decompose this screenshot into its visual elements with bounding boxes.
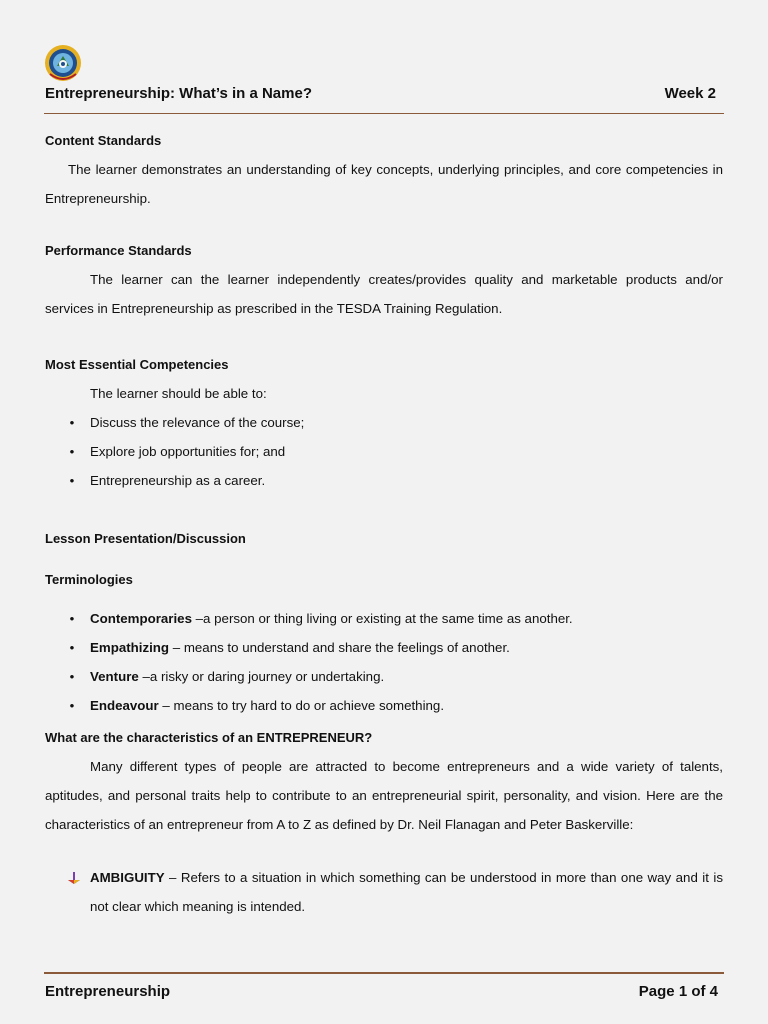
list-item	[45, 633, 723, 662]
term-definition: – Refers to a situation in which something can be understood in more than one way and it is not clear which meaning is intended.	[90, 870, 723, 915]
list-item	[45, 662, 723, 691]
terminologies-heading: Terminologies	[45, 571, 133, 587]
bullet-dot-icon: •	[69, 473, 75, 489]
school-seal-logo	[44, 44, 82, 82]
bullet-dot-icon: •	[69, 698, 75, 714]
page-number: Page 1 of 4	[638, 982, 718, 1000]
list-item	[45, 691, 723, 720]
bullet-dot-icon: •	[69, 639, 75, 655]
lesson-heading: Lesson Presentation/Discussion	[45, 530, 246, 546]
page-header	[45, 82, 716, 104]
term-name: AMBIGUITY	[90, 870, 165, 886]
content-standards-text: The learner demonstrates an understanding of key concepts, underlying principles, and core competencies in Entrepreneurship.	[45, 162, 723, 206]
competencies-heading: Most Essential Competencies	[45, 357, 229, 372]
list-item	[45, 604, 723, 633]
term-definition: – means to try hard to do or achieve something.	[158, 698, 445, 714]
term-name: Venture	[90, 669, 139, 685]
header-divider	[44, 113, 724, 114]
bullet-dot-icon: •	[69, 415, 75, 430]
content-standards-heading: Content Standards	[45, 133, 162, 148]
characteristics-text: Many different types of people are attracted to become entrepreneurs and a wide variety of talents, aptitudes, and personal traits help to contribute to an entrepreneurial spirit, personality, and vision. Here are the characteristics of an entrepreneur from A to Z as defined by Dr. Neil Flanagan and Peter Baskerville:	[45, 759, 723, 833]
list-item: • Explore job opportunities for; and	[45, 437, 723, 466]
term-definition: –a person or thing living or existing at the same time as another.	[191, 610, 573, 626]
performance-standards-text: The learner can the learner independently creates/provides quality and marketable products and/or services in Entrepreneurship as prescribed in the TESDA Training Regulation.	[45, 272, 723, 316]
competencies-intro: The learner should be able to:	[90, 386, 267, 401]
term-name: Endeavour	[90, 698, 159, 714]
terminologies-list	[45, 604, 723, 721]
characteristics-heading: What are the characteristics of an ENTREPRENEUR?	[45, 730, 373, 746]
bullet-dot-icon: •	[69, 610, 75, 626]
page-footer	[45, 980, 718, 1002]
list-item: • Entrepreneurship as a career.	[45, 466, 723, 495]
week-label: Week 2	[664, 84, 716, 102]
performance-standards-heading: Performance Standards	[45, 243, 192, 258]
bullet-dot-icon: •	[69, 444, 75, 460]
document-body	[45, 131, 723, 921]
list-item	[45, 863, 723, 921]
arrow-bullet-icon	[67, 871, 81, 885]
term-definition: – means to understand and share the feelings of another.	[169, 639, 510, 655]
footer-subject: Entrepreneurship	[45, 982, 171, 1000]
document-title: Entrepreneurship: What’s in a Name?	[45, 84, 312, 102]
bullet-dot-icon: •	[69, 669, 75, 685]
term-name: Empathizing	[90, 639, 170, 655]
list-item: • Discuss the relevance of the course;	[45, 408, 723, 437]
footer-divider	[44, 972, 724, 974]
term-name: Contemporaries	[90, 610, 192, 626]
competencies-list	[45, 408, 723, 496]
term-definition: –a risky or daring journey or undertaking.	[138, 669, 385, 685]
